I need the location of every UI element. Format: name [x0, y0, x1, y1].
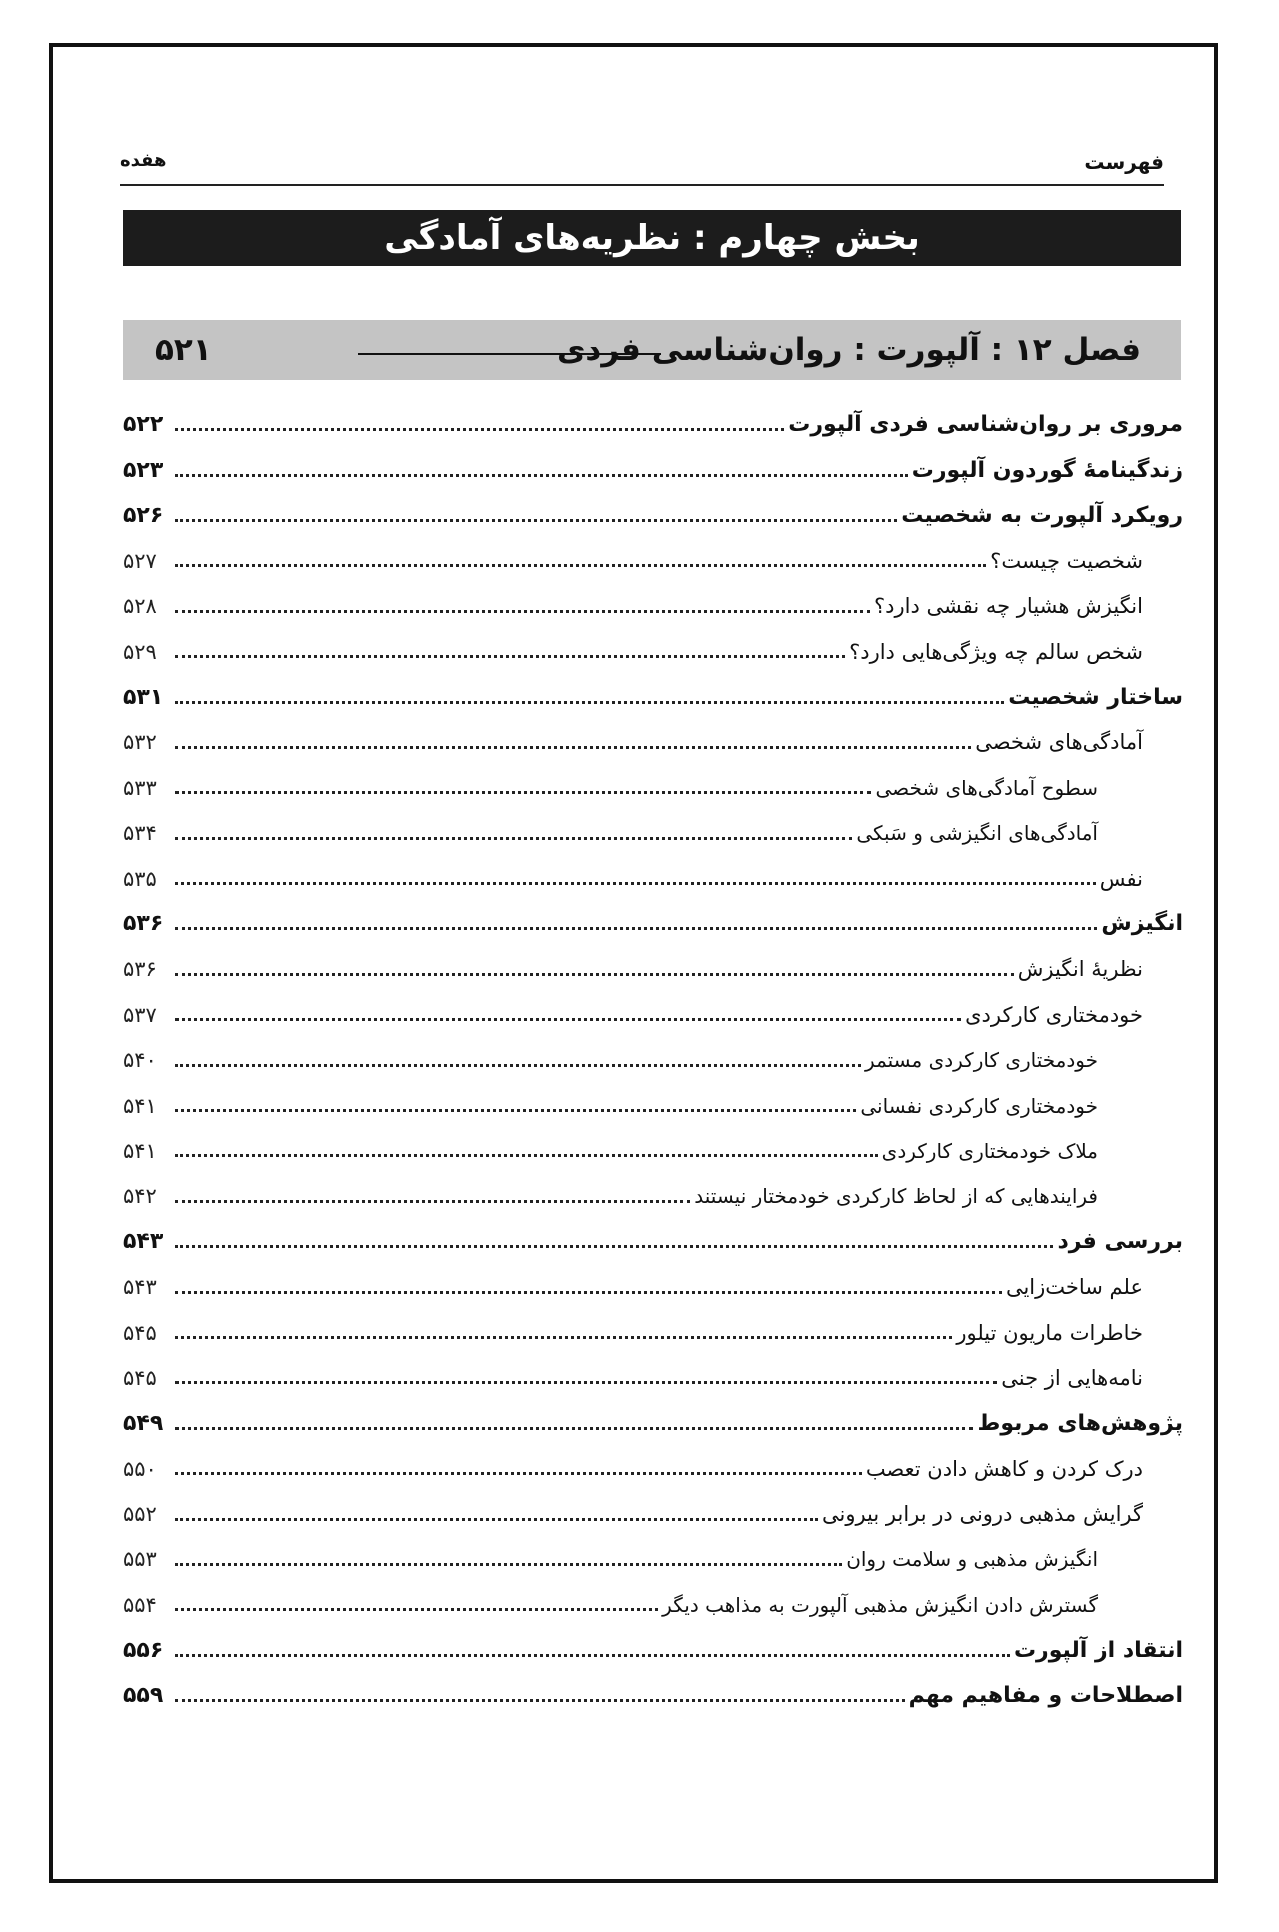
toc-entry[interactable]: [123, 447, 1183, 492]
toc-entry-title: پژوهش‌های مربوط: [977, 1410, 1183, 1436]
dot-leader: [175, 1245, 1053, 1248]
dot-leader: [175, 1109, 856, 1112]
dot-leader: [175, 1699, 905, 1702]
dot-leader: [175, 791, 871, 794]
dot-leader: [175, 746, 971, 749]
toc-entry-page: ۵۳۴: [123, 821, 157, 846]
toc-entry-title: نظریۀ انگیزش: [1017, 957, 1143, 982]
toc-entry-page: ۵۴۰: [123, 1048, 157, 1073]
toc-entry-title: مروری بر روان‌شناسی فردی آلپورت: [788, 412, 1183, 438]
toc-entry[interactable]: [123, 538, 1183, 583]
dot-leader: [175, 973, 1014, 976]
page-number: هفده: [120, 150, 167, 171]
toc-entry-page: ۵۲۶: [123, 502, 164, 528]
toc-entry-page: ۵۵۲: [123, 1502, 157, 1527]
toc-entry-title: ساختار شخصیت: [1008, 684, 1183, 710]
toc-entry[interactable]: [123, 1582, 1183, 1627]
dot-leader: [175, 1018, 961, 1021]
dot-leader: [175, 428, 784, 431]
toc-entry-page: ۵۴۲: [123, 1184, 157, 1209]
toc-entry-page: ۵۴۳: [123, 1275, 157, 1300]
toc-entry-title: آمادگی‌های شخصی: [975, 730, 1143, 755]
toc-entry[interactable]: [123, 1310, 1183, 1355]
dot-leader: [175, 1472, 862, 1475]
toc-entry[interactable]: [123, 947, 1183, 992]
toc-entry-title: درک کردن و کاهش دادن تعصب: [865, 1456, 1143, 1481]
toc-entry-page: ۵۴۳: [123, 1229, 164, 1255]
dot-leader: [175, 1608, 658, 1611]
toc-entry[interactable]: [123, 1491, 1183, 1536]
toc-entry-title: بررسی فرد: [1057, 1229, 1183, 1255]
table-of-contents: [123, 402, 1183, 1718]
toc-entry[interactable]: [123, 629, 1183, 674]
toc-entry-title: گرایش مذهبی درونی در برابر بیرونی: [821, 1502, 1143, 1527]
dot-leader: [175, 1427, 973, 1430]
dot-leader: [175, 1064, 861, 1067]
toc-entry-title: علم ساخت‌زایی: [1005, 1275, 1143, 1300]
toc-entry-page: ۵۳۶: [123, 911, 164, 937]
dot-leader: [175, 927, 1097, 930]
toc-entry-page: ۵۴۱: [123, 1093, 157, 1118]
toc-entry-title: نفس: [1099, 866, 1143, 891]
toc-entry[interactable]: [123, 1037, 1183, 1082]
toc-entry-page: ۵۳۳: [123, 775, 157, 800]
toc-entry-title: ملاک خودمختاری کارکردی: [881, 1138, 1098, 1163]
toc-entry-page: ۵۴۱: [123, 1138, 157, 1163]
toc-entry-page: ۵۵۴: [123, 1592, 157, 1617]
toc-entry[interactable]: [123, 493, 1183, 538]
toc-entry-page: ۵۴۹: [123, 1410, 164, 1436]
toc-entry[interactable]: [123, 584, 1183, 629]
toc-entry-page: ۵۵۰: [123, 1456, 157, 1481]
toc-entry[interactable]: [123, 1673, 1183, 1718]
toc-entry-page: ۵۴۵: [123, 1320, 157, 1345]
toc-entry-page: ۵۵۶: [123, 1637, 164, 1663]
toc-entry[interactable]: [123, 1401, 1183, 1446]
dot-leader: [175, 837, 852, 840]
dot-leader: [175, 655, 845, 658]
toc-entry[interactable]: [123, 1446, 1183, 1491]
toc-entry-title: خاطرات ماریون تیلور: [956, 1320, 1143, 1345]
toc-entry-title: آمادگی‌های انگیزشی و سَبکی: [856, 821, 1098, 846]
toc-entry-title: زندگینامۀ گوردون آلپورت: [911, 457, 1183, 483]
dot-leader: [175, 1291, 1002, 1294]
dot-leader: [175, 610, 870, 613]
dot-leader: [175, 1563, 842, 1566]
toc-entry-page: ۵۲۷: [123, 548, 157, 573]
toc-entry-page: ۵۳۶: [123, 957, 157, 982]
toc-entry-title: اصطلاحات و مفاهیم مهم: [908, 1683, 1183, 1709]
toc-entry-page: ۵۴۵: [123, 1365, 157, 1390]
toc-entry-page: ۵۲۳: [123, 457, 164, 483]
toc-entry[interactable]: [123, 901, 1183, 946]
dot-leader: [175, 1200, 690, 1203]
toc-entry-title: خودمختاری کارکردی نفسانی: [860, 1093, 1098, 1118]
part-heading: بخش چهارم : نظریه‌های آمادگی: [123, 210, 1181, 266]
toc-entry[interactable]: [123, 1537, 1183, 1582]
toc-entry[interactable]: [123, 1264, 1183, 1309]
toc-entry[interactable]: [123, 1083, 1183, 1128]
toc-entry[interactable]: [123, 1628, 1183, 1673]
dot-leader: [175, 519, 897, 522]
dot-leader: [175, 1381, 997, 1384]
toc-entry[interactable]: [123, 720, 1183, 765]
section-title: فهرست: [1084, 150, 1164, 174]
dot-leader: [175, 564, 986, 567]
chapter-title: فصل ۱۲ : آلپورت : روان‌شناسی فردی: [557, 332, 1141, 368]
toc-entry[interactable]: [123, 765, 1183, 810]
toc-entry-title: انتقاد از آلپورت: [1013, 1637, 1183, 1663]
toc-entry-page: ۵۲۲: [123, 412, 164, 438]
running-header: [120, 144, 1164, 186]
toc-entry[interactable]: [123, 674, 1183, 719]
dot-leader: [175, 474, 908, 477]
toc-entry[interactable]: [123, 1355, 1183, 1400]
chapter-page-number: ۵۲۱: [155, 332, 212, 368]
dot-leader: [175, 882, 1096, 885]
toc-entry-title: شخصیت چیست؟: [990, 548, 1143, 573]
dot-leader: [175, 1654, 1010, 1657]
toc-entry-title: انگیزش مذهبی و سلامت روان: [846, 1547, 1098, 1572]
toc-entry-title: سطوح آمادگی‌های شخصی: [875, 775, 1098, 800]
toc-entry-title: خودمختاری کارکردی مستمر: [865, 1048, 1098, 1073]
toc-entry[interactable]: [123, 811, 1183, 856]
toc-entry-page: ۵۳۲: [123, 730, 157, 755]
toc-entry-title: نامه‌هایی از جنی: [1001, 1365, 1143, 1390]
toc-entry[interactable]: [123, 1219, 1183, 1264]
toc-entry-page: ۵۳۷: [123, 1002, 157, 1027]
toc-entry-title: فرایندهایی که از لحاظ کارکردی خودمختار نیستند: [694, 1184, 1098, 1209]
chapter-heading[interactable]: [123, 320, 1181, 380]
toc-entry[interactable]: [123, 856, 1183, 901]
toc-entry-page: ۵۵۳: [123, 1547, 157, 1572]
toc-entry-title: انگیزش: [1101, 911, 1183, 937]
toc-entry[interactable]: [123, 1174, 1183, 1219]
toc-entry-page: ۵۵۹: [123, 1683, 164, 1709]
toc-entry-title: خودمختاری کارکردی: [965, 1002, 1143, 1027]
dot-leader: [175, 1154, 878, 1157]
dot-leader: [175, 1336, 952, 1339]
toc-entry[interactable]: [123, 1128, 1183, 1173]
chapter-leader-line: [358, 353, 661, 355]
toc-entry-title: گسترش دادن انگیزش مذهبی آلپورت به مذاهب دیگر: [662, 1592, 1098, 1617]
toc-entry-title: انگیزش هشیار چه نقشی دارد؟: [874, 594, 1143, 619]
toc-entry-page: ۵۲۹: [123, 639, 157, 664]
toc-entry-page: ۵۳۱: [123, 684, 164, 710]
toc-entry-page: ۵۳۵: [123, 866, 157, 891]
dot-leader: [175, 1518, 818, 1521]
toc-entry-page: ۵۲۸: [123, 594, 157, 619]
toc-entry-title: شخص سالم چه ویژگی‌هایی دارد؟: [849, 639, 1143, 664]
toc-entry[interactable]: [123, 992, 1183, 1037]
toc-entry-title: رویکرد آلپورت به شخصیت: [901, 502, 1183, 528]
dot-leader: [175, 701, 1004, 704]
toc-entry[interactable]: [123, 402, 1183, 447]
